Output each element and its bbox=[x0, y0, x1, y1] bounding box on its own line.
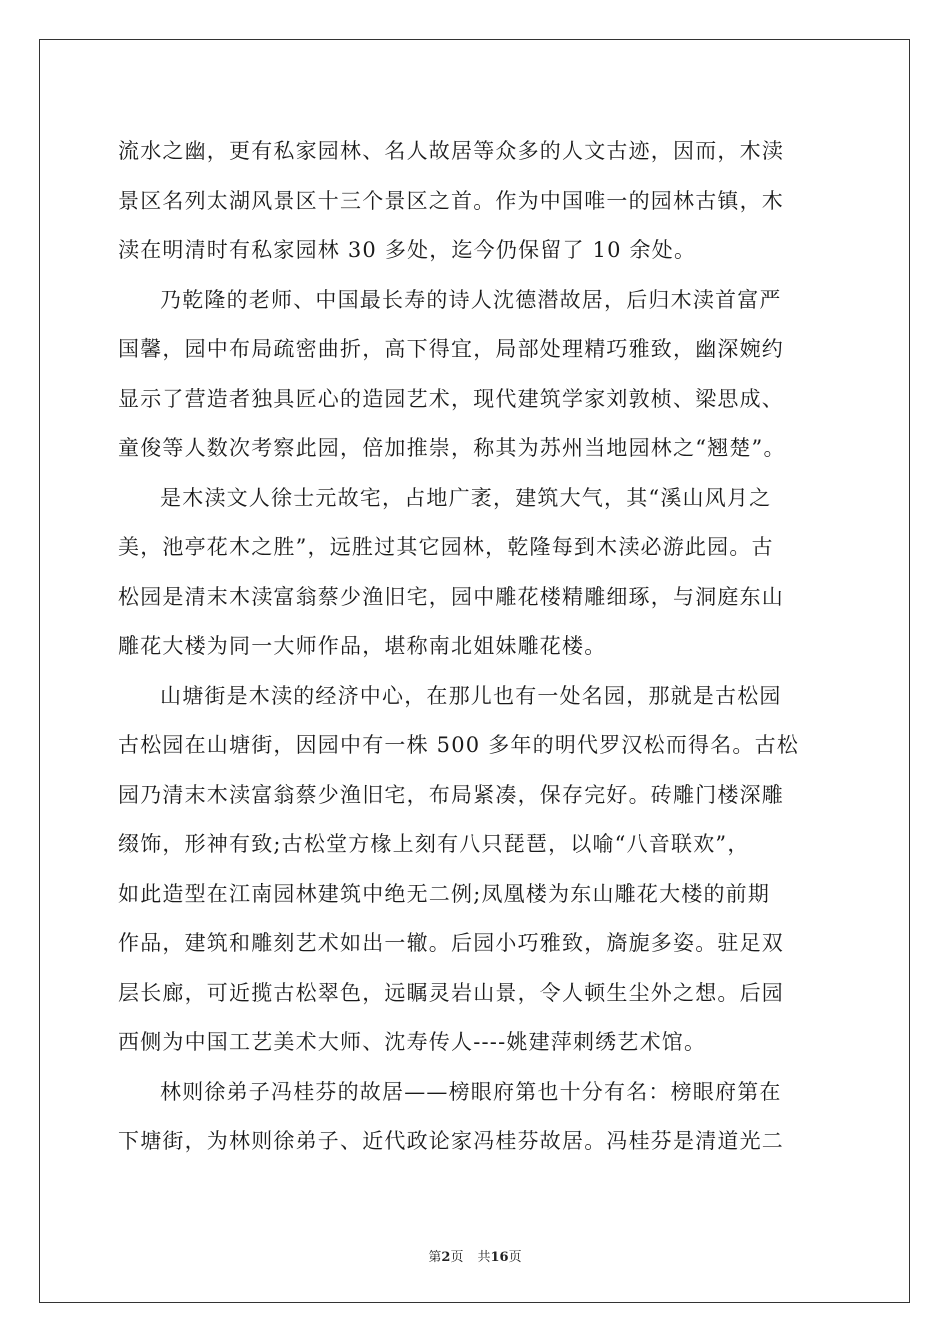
text-line: 童俊等人数次考察此园，倍加推崇，称其为苏州当地园林之“翘楚”。 bbox=[118, 436, 786, 460]
total-suffix: 页 bbox=[508, 1250, 522, 1265]
text-line: 缀饰，形神有致;古松堂方椽上刻有八只琵琶，以喻“八音联欢”， bbox=[118, 832, 750, 856]
current-page-number: 2 bbox=[441, 1250, 451, 1265]
paragraph-start-line: 山塘街是木渎的经济中心，在那儿也有一处名园，那就是古松园 bbox=[160, 683, 782, 708]
total-page-count: 16 bbox=[490, 1250, 509, 1265]
text-line: 流水之幽，更有私家园林、名人故居等众多的人文古迹，因而，木渎 bbox=[118, 139, 784, 163]
paragraph-start-line: 乃乾隆的老师、中国最长寿的诗人沈德潜故居，后归木渎首富严 bbox=[160, 287, 782, 312]
paragraph-start-line: 是木渎文人徐士元故宅，占地广袤，建筑大气，其“溪山风月之 bbox=[160, 485, 772, 510]
total-prefix: 共 bbox=[477, 1250, 491, 1265]
text-line: 下塘街，为林则徐弟子、近代政论家冯桂芬故居。冯桂芬是清道光二 bbox=[118, 1129, 784, 1153]
text-line: 如此造型在江南园林建筑中绝无二例;凤凰楼为东山雕花大楼的前期 bbox=[118, 881, 771, 906]
text-line: 景区名列太湖风景区十三个景区之首。作为中国唯一的园林古镇，木 bbox=[118, 188, 784, 213]
text-line: 松园是清末木渎富翁蔡少渔旧宅，园中雕花楼精雕细琢，与洞庭东山 bbox=[118, 584, 784, 609]
text-line: 雕花大楼为同一大师作品，堪称南北姐妹雕花楼。 bbox=[118, 634, 607, 658]
text-line: 园乃清末木渎富翁蔡少渔旧宅，布局紧凑，保存完好。砖雕门楼深雕 bbox=[118, 782, 784, 807]
page-suffix: 页 bbox=[450, 1250, 464, 1265]
text-line: 渎在明清时有私家园林 30 多处，迄今仍保留了 10 余处。 bbox=[118, 238, 697, 262]
text-line: 西侧为中国工艺美术大师、沈寿传人----姚建萍刺绣艺术馆。 bbox=[118, 1030, 707, 1054]
document-body bbox=[118, 127, 846, 1167]
text-line: 显示了营造者独具匠心的造园艺术，现代建筑学家刘敦桢、梁思成、 bbox=[118, 386, 784, 411]
page-footer bbox=[0, 1246, 950, 1265]
text-line: 古松园在山塘街，因园中有一株 500 多年的明代罗汉松而得名。古松 bbox=[118, 733, 800, 757]
page-prefix: 第 bbox=[428, 1250, 442, 1265]
text-line: 层长廊，可近揽古松翠色，远瞩灵岩山景，令人顿生尘外之想。后园 bbox=[118, 980, 784, 1005]
text-line: 国馨，园中布局疏密曲折，高下得宜，局部处理精巧雅致，幽深婉约 bbox=[118, 337, 784, 361]
paragraph-start-line: 林则徐弟子冯桂芬的故居——榜眼府第也十分有名：榜眼府第在 bbox=[160, 1079, 782, 1104]
text-line: 美，池亭花木之胜”，远胜过其它园林，乾隆每到木渎必游此园。古 bbox=[118, 535, 774, 559]
text-line: 作品，建筑和雕刻艺术如出一辙。后园小巧雅致，旖旎多姿。驻足双 bbox=[118, 931, 784, 955]
